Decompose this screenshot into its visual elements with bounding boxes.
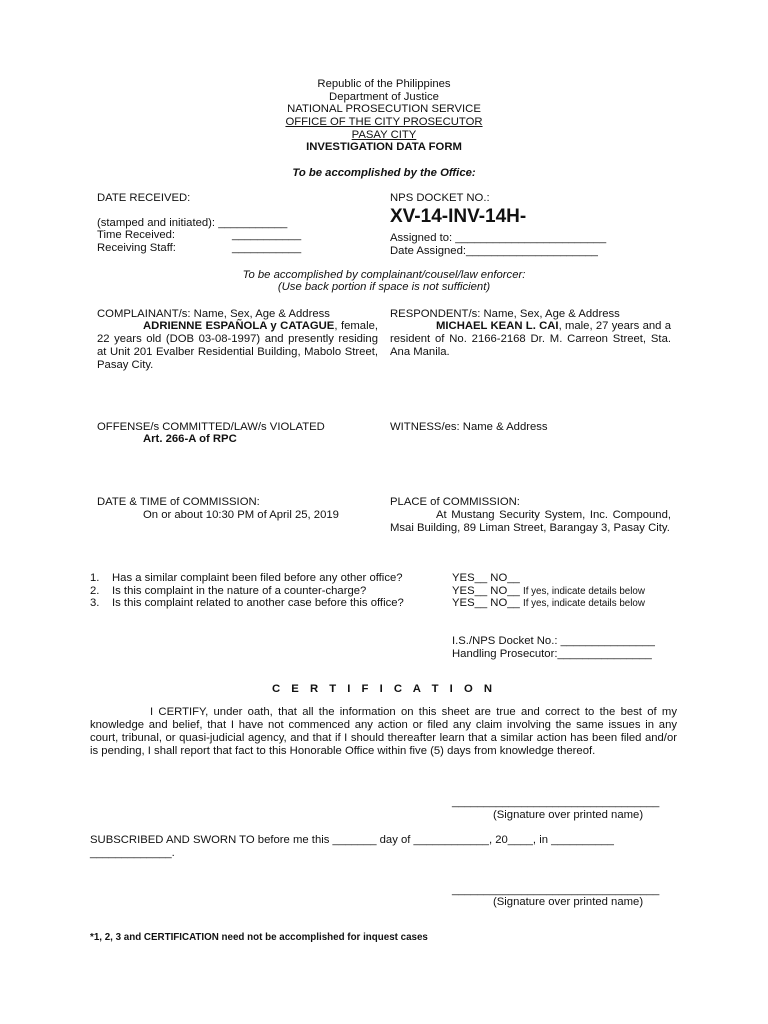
respondent-entry (390, 320, 671, 359)
receiving-staff-line[interactable]: ___________ (232, 242, 302, 254)
receiving-staff-label: Receiving Staff: (97, 242, 176, 254)
question-3 (90, 597, 404, 610)
nps-docket-label: NPS DOCKET NO.: (390, 192, 490, 204)
time-received-line[interactable]: ___________ (232, 229, 302, 241)
question-text: Is this complaint related to another case before this office? (112, 597, 404, 609)
signature-caption-1: (Signature over printed name) (493, 809, 644, 821)
question-text: Has a similar complaint been filed before any other office? (112, 572, 403, 584)
signature-line-1[interactable]: _________________________________ (452, 796, 660, 808)
header-nps: NATIONAL PROSECUTION SERVICE (287, 103, 481, 115)
office-note: To be accomplished by the Office: (292, 167, 476, 179)
assigned-to[interactable]: Assigned to: ________________________ (390, 232, 607, 244)
commission-datetime-value: On or about 10:30 PM of April 25, 2019 (143, 509, 339, 521)
certification-body: I CERTIFY, under oath, that all the information on this sheet are true and correct to the best of my knowledge and belief, that I have not commenced any action or filed any claim involving the same issues in any court, tribunal, or quasi-judicial agency, and that if I should thereafter learn that a similar action has been filed and/or is pending, I shall report that fact to this Honorable Office within five (5) days from knowledge thereof. (90, 706, 677, 757)
signature-caption-2: (Signature over printed name) (493, 896, 644, 908)
signature-line-2[interactable]: _________________________________ (452, 884, 660, 896)
header-republic: Republic of the Philippines (317, 78, 451, 90)
header-office-text: OFFICE OF THE CITY PROSECUTOR (285, 116, 483, 128)
question-number: 3. (90, 597, 100, 609)
complainant-label: COMPLAINANT/s: Name, Sex, Age & Address (97, 308, 330, 320)
date-assigned[interactable]: Date Assigned:_____________________ (390, 245, 598, 257)
witness-label: WITNESS/es: Name & Address (390, 421, 548, 433)
sworn-statement-cont: _____________. (90, 847, 175, 859)
date-received-label: DATE RECEIVED: (97, 192, 191, 204)
answer-yes-no[interactable]: YES__ NO__ (452, 585, 520, 597)
complainant-entry (97, 320, 378, 372)
respondent-details: , male, 27 years and a resident of No. 2166-2168 Dr. M. Carreon Street, Sta. Ana Manila. (390, 320, 671, 358)
question-3-answer[interactable] (452, 597, 645, 610)
offense-value: Art. 266-A of RPC (143, 433, 237, 445)
handling-prosecutor-field[interactable]: Handling Prosecutor:_______________ (452, 648, 652, 660)
footnote: *1, 2, 3 and CERTIFICATION need not be accomplished for inquest cases (90, 932, 428, 943)
question-1-answer[interactable]: YES__ NO__ (452, 572, 520, 584)
complainant-details: , female, 22 years old (DOB 03-08-1997) and presently residing at Unit 201 Evalber Residential Building, Mabolo Street, Pasay City. (97, 320, 379, 371)
sworn-statement: SUBSCRIBED AND SWORN TO before me this _______ day of ____________, 20____, in __________ (90, 834, 614, 846)
question-number: 2. (90, 585, 100, 597)
complainant-note-line1: To be accomplished by complainant/cousel/law enforcer: (242, 269, 526, 281)
commission-place-value: At Mustang Security System, Inc. Compound, Msai Building, 89 Liman Street, Barangay 3, Pasay City. (390, 509, 671, 534)
time-received-label: Time Received: (97, 229, 176, 241)
commission-place-label: PLACE of COMMISSION: (390, 496, 520, 508)
offense-label: OFFENSE/s COMMITTED/LAW/s VIOLATED (97, 421, 325, 433)
is-docket-field[interactable]: I.S./NPS Docket No.: _______________ (452, 635, 655, 647)
stamped-label: (stamped and initiated): ___________ (97, 217, 288, 229)
question-text: Is this complaint in the nature of a counter-charge? (112, 585, 367, 597)
commission-datetime-label: DATE & TIME of COMMISSION: (97, 496, 260, 508)
respondent-name: MICHAEL KEAN L. CAI (436, 320, 559, 332)
nps-docket-value: XV-14-INV-14H- (390, 206, 527, 227)
question-number: 1. (90, 572, 100, 584)
complainant-note-line2: (Use back portion if space is not sufficient) (277, 281, 491, 293)
respondent-label: RESPONDENT/s: Name, Sex, Age & Address (390, 308, 620, 320)
certification-title: C E R T I F I C A T I O N (271, 683, 497, 695)
header-city-text: PASAY CITY (351, 129, 417, 141)
form-title: INVESTIGATION DATA FORM (306, 141, 462, 153)
answer-note: If yes, indicate details below (522, 586, 645, 597)
complainant-name: ADRIENNE ESPAÑOLA y CATAGUE (143, 320, 335, 332)
answer-yes-no[interactable]: YES__ NO__ (452, 597, 520, 609)
question-1 (90, 572, 403, 585)
answer-note: If yes, indicate details below (522, 598, 645, 609)
header-office (0, 116, 768, 129)
header-department: Department of Justice (329, 91, 439, 103)
